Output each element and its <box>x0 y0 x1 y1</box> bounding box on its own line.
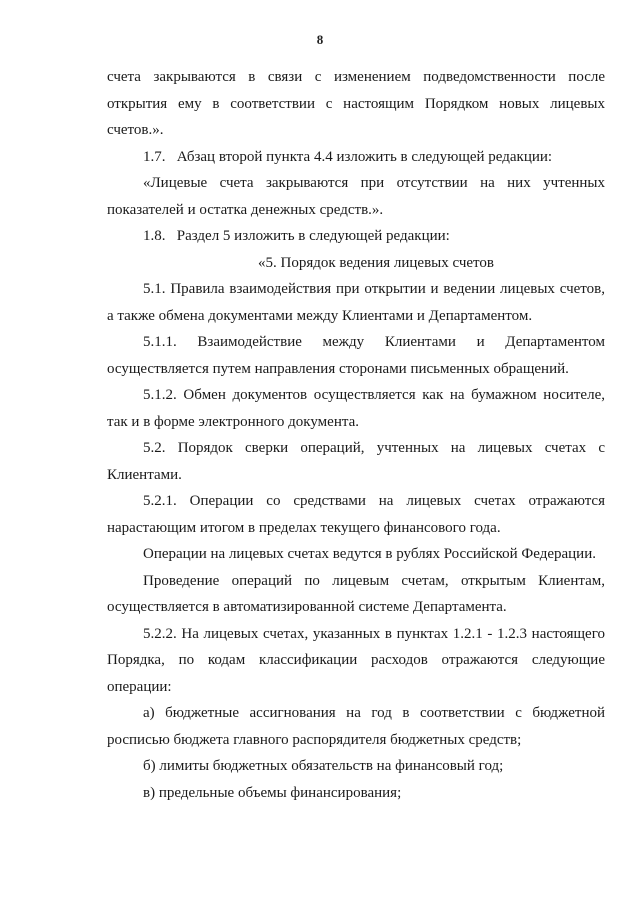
paragraph-1-7: 1.7. Абзац второй пункта 4.4 изложить в следующей редакции: <box>143 148 553 165</box>
document-body <box>107 64 605 806</box>
section-heading-5: «5. Порядок ведения лицевых счетов <box>258 254 494 271</box>
list-item-b: б) лимиты бюджетных обязательств на финансовый год; <box>143 758 504 774</box>
list-item-a: а) бюджетные ассигнования на год в соответствии с бюджетной росписью бюджета главного распорядителя бюджетных средств; <box>107 705 605 748</box>
page-number: 8 <box>316 32 324 47</box>
paragraph-1-8: 1.8. Раздел 5 изложить в следующей редакции: <box>143 228 450 244</box>
list-item-v: в) предельные объемы финансирования; <box>143 784 402 801</box>
paragraph-automated-system: Проведение операций по лицевым счетам, открытым Клиентам, осуществляется в автоматизированной системе Департамента. <box>107 572 605 615</box>
paragraph-5-1-1: 5.1.1. Взаимодействие между Клиентами и Департаментом осуществляется путем направления сторонами письменных обращений. <box>107 334 605 377</box>
paragraph-5-2-2: 5.2.2. На лицевых счетах, указанных в пунктах 1.2.1 - 1.2.3 настоящего Порядка, по кодам классификации расходов отражаются следующие операции: <box>107 625 605 695</box>
paragraph-5-1-2: 5.1.2. Обмен документов осуществляется как на бумажном носителе, так и в форме электронного документа. <box>107 387 605 430</box>
paragraph-quote-accounts-closed: «Лицевые счета закрываются при отсутствии на них учтенных показателей и остатка денежных средств.». <box>107 175 605 218</box>
paragraph-5-2: 5.2. Порядок сверки операций, учтенных на лицевых счетах с Клиентами. <box>107 440 605 483</box>
paragraph-5-1: 5.1. Правила взаимодействия при открытии и ведении лицевых счетов, а также обмена документами между Клиентами и Департаментом. <box>107 281 605 324</box>
paragraph-5-2-1: 5.2.1. Операции со средствами на лицевых счетах отражаются нарастающим итогом в пределах текущего финансового года. <box>107 493 605 536</box>
paragraph-continuation: счета закрываются в связи с изменением подведомственности после открытия ему в соответствии с настоящим Порядком новых лицевых счетов.». <box>107 69 605 138</box>
paragraph-currency: Операции на лицевых счетах ведутся в рублях Российской Федерации. <box>143 546 596 562</box>
